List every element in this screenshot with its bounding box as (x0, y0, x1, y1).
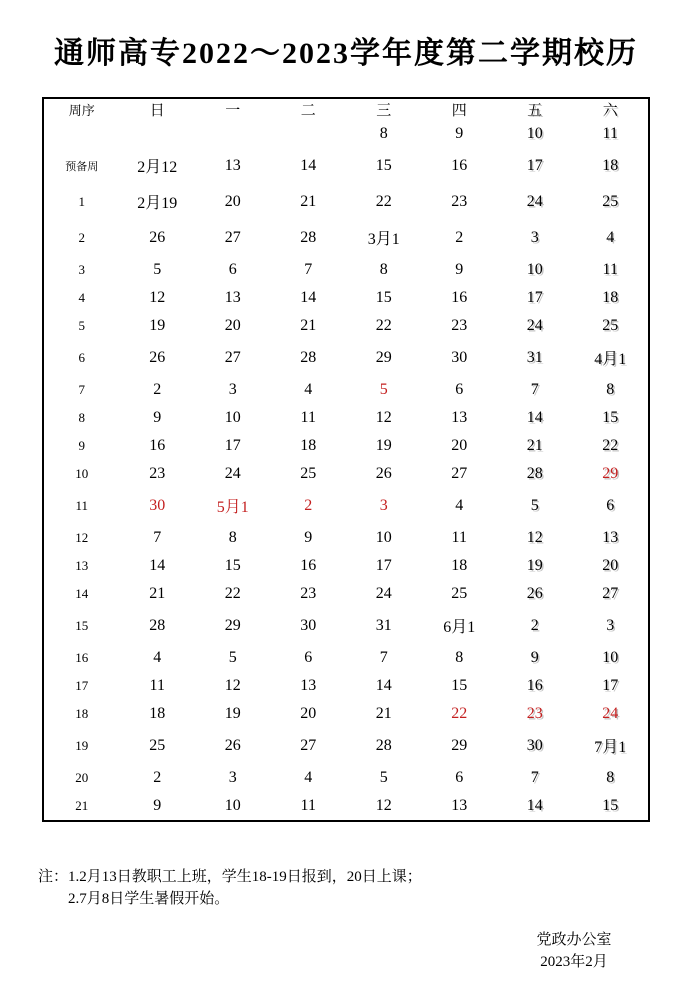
column-header: 三 (376, 103, 392, 119)
day-cell: 19 (149, 316, 166, 334)
day-cell: 27 (224, 348, 241, 366)
day-cell: 11 (602, 125, 618, 143)
calendar-row (44, 580, 648, 608)
day-cell: 25 (149, 736, 166, 754)
day-cell: 27 (300, 736, 317, 754)
week-number-cell: 12 (75, 529, 89, 545)
day-cell: 20 (602, 556, 619, 574)
calendar-row (44, 404, 648, 432)
day-cell: 22 (602, 436, 619, 454)
day-cell: 15 (375, 288, 392, 306)
day-cell: 19 (224, 704, 241, 722)
day-cell: 22 (375, 316, 392, 334)
day-cell: 13 (224, 156, 241, 174)
day-cell: 26 (526, 584, 543, 602)
day-cell: 11 (602, 260, 618, 278)
day-cell: 7月1 (594, 739, 627, 757)
page-title: 通师高专2022～2023学年度第二学期校历 (54, 37, 638, 70)
day-cell: 3 (228, 768, 237, 786)
week-number-cell: 预备周 (65, 160, 99, 173)
day-cell: 29 (602, 464, 619, 482)
day-cell (195, 120, 271, 148)
day-cell: 4 (304, 380, 313, 398)
week-number-cell: 6 (78, 349, 85, 365)
day-cell: 6 (455, 768, 464, 786)
day-cell: 6 (455, 380, 464, 398)
day-cell: 16 (526, 676, 543, 694)
day-cell: 21 (149, 584, 166, 602)
day-cell: 25 (451, 584, 468, 602)
week-number-cell: 2 (78, 229, 85, 245)
day-cell: 9 (455, 125, 464, 143)
day-cell: 29 (375, 348, 392, 366)
day-cell: 18 (602, 156, 619, 174)
day-cell: 9 (153, 796, 162, 814)
calendar-row (44, 312, 648, 340)
calendar-row (44, 672, 648, 700)
day-cell: 22 (375, 192, 392, 210)
day-cell: 17 (375, 556, 392, 574)
day-cell: 17 (602, 676, 619, 694)
day-cell: 13 (224, 288, 241, 306)
day-cell: 20 (451, 436, 468, 454)
day-cell: 3 (379, 496, 388, 514)
day-cell: 11 (300, 408, 316, 426)
calendar-row (44, 256, 648, 284)
week-number-cell: 7 (78, 381, 85, 397)
day-cell: 28 (375, 736, 392, 754)
day-cell: 10 (526, 125, 543, 143)
day-cell: 3 (606, 616, 615, 634)
day-cell: 13 (602, 528, 619, 546)
day-cell: 15 (451, 676, 468, 694)
day-cell: 18 (602, 288, 619, 306)
day-cell: 28 (149, 616, 166, 634)
day-cell: 21 (526, 436, 543, 454)
day-cell: 24 (526, 192, 543, 210)
calendar-table (44, 99, 648, 820)
column-header: 六 (602, 103, 618, 119)
calendar-row (44, 608, 648, 644)
day-cell: 12 (375, 796, 392, 814)
day-cell: 17 (224, 436, 241, 454)
day-cell: 12 (224, 676, 241, 694)
calendar-row (44, 432, 648, 460)
column-header: 一 (225, 103, 241, 119)
day-cell: 29 (224, 616, 241, 634)
column-header: 日 (149, 103, 165, 119)
day-cell: 4 (153, 648, 162, 666)
day-cell: 20 (300, 704, 317, 722)
calendar-row (44, 284, 648, 312)
week-number-cell: 10 (75, 465, 89, 481)
day-cell: 21 (300, 192, 317, 210)
day-cell: 4 (304, 768, 313, 786)
day-cell: 17 (526, 156, 543, 174)
day-cell: 30 (451, 348, 468, 366)
calendar-row (44, 552, 648, 580)
day-cell: 20 (224, 316, 241, 334)
day-cell: 8 (455, 648, 464, 666)
day-cell: 11 (451, 528, 467, 546)
day-cell: 19 (375, 436, 392, 454)
calendar-header-row (44, 99, 648, 120)
day-cell (271, 120, 347, 148)
day-cell: 25 (602, 192, 619, 210)
day-cell: 22 (451, 704, 468, 722)
day-cell: 13 (451, 408, 468, 426)
week-number-cell: 1 (78, 193, 85, 209)
week-number-cell: 16 (75, 649, 89, 665)
notes-block (38, 866, 422, 910)
day-cell: 7 (153, 528, 162, 546)
day-cell: 26 (149, 228, 166, 246)
week-number-cell: 14 (75, 585, 89, 601)
calendar-row (44, 376, 648, 404)
day-cell: 2 (455, 228, 464, 246)
day-cell: 14 (526, 408, 543, 426)
day-cell: 15 (224, 556, 241, 574)
footer-block (494, 929, 654, 973)
column-header: 周序 (68, 103, 95, 118)
day-cell: 9 (455, 260, 464, 278)
day-cell: 16 (300, 556, 317, 574)
day-cell: 5 (379, 768, 388, 786)
day-cell: 2 (153, 768, 162, 786)
calendar-row (44, 524, 648, 552)
week-number-cell: 8 (78, 409, 85, 425)
day-cell: 8 (228, 528, 237, 546)
column-header: 二 (300, 103, 316, 119)
day-cell: 28 (526, 464, 543, 482)
day-cell: 11 (300, 796, 316, 814)
week-number-cell: 13 (75, 557, 89, 573)
day-cell: 23 (149, 464, 166, 482)
day-cell: 6 (606, 496, 615, 514)
day-cell: 7 (530, 768, 539, 786)
day-cell: 12 (149, 288, 166, 306)
week-number-cell: 4 (78, 289, 85, 305)
day-cell: 25 (602, 316, 619, 334)
calendar-row (44, 460, 648, 488)
calendar-row (44, 728, 648, 764)
week-number-cell: 20 (75, 769, 89, 785)
day-cell: 16 (451, 156, 468, 174)
day-cell: 23 (526, 704, 543, 722)
day-cell: 27 (602, 584, 619, 602)
day-cell: 24 (224, 464, 241, 482)
day-cell: 19 (526, 556, 543, 574)
calendar-row (44, 340, 648, 376)
calendar-row (44, 148, 648, 184)
note-line: 注：1.2月13日教职工上班，学生18-19日报到，20日上课； (38, 869, 422, 885)
day-cell: 21 (300, 316, 317, 334)
calendar-row (44, 220, 648, 256)
week-number-cell: 9 (78, 437, 85, 453)
day-cell: 31 (526, 348, 543, 366)
calendar-row (44, 184, 648, 220)
day-cell: 18 (300, 436, 317, 454)
column-header: 四 (451, 103, 467, 119)
day-cell: 15 (602, 796, 619, 814)
day-cell: 2月19 (137, 195, 178, 213)
week-number-cell: 3 (78, 261, 85, 277)
day-cell: 23 (300, 584, 317, 602)
calendar-row (44, 120, 648, 148)
day-cell: 26 (149, 348, 166, 366)
day-cell: 9 (530, 648, 539, 666)
day-cell: 8 (379, 125, 388, 143)
day-cell: 27 (451, 464, 468, 482)
day-cell: 26 (224, 736, 241, 754)
calendar-row (44, 700, 648, 728)
day-cell: 5 (530, 496, 539, 514)
day-cell: 6 (228, 260, 237, 278)
day-cell: 10 (375, 528, 392, 546)
day-cell: 11 (149, 676, 165, 694)
calendar-row (44, 764, 648, 792)
week-number-cell: 11 (75, 497, 89, 513)
day-cell: 8 (606, 768, 615, 786)
day-cell: 24 (602, 704, 619, 722)
day-cell: 29 (451, 736, 468, 754)
day-cell: 5 (379, 380, 388, 398)
day-cell: 21 (375, 704, 392, 722)
day-cell: 4月1 (594, 351, 627, 369)
day-cell: 13 (451, 796, 468, 814)
day-cell: 7 (304, 260, 313, 278)
day-cell: 5 (228, 648, 237, 666)
calendar-row (44, 792, 648, 820)
day-cell: 16 (149, 436, 166, 454)
calendar-table-frame (42, 97, 650, 822)
day-cell: 23 (451, 192, 468, 210)
day-cell: 14 (375, 676, 392, 694)
day-cell: 14 (300, 288, 317, 306)
week-number-cell (44, 120, 120, 148)
day-cell: 24 (526, 316, 543, 334)
day-cell: 7 (379, 648, 388, 666)
day-cell: 4 (455, 496, 464, 514)
day-cell: 10 (526, 260, 543, 278)
calendar-row (44, 644, 648, 672)
day-cell: 15 (375, 156, 392, 174)
day-cell: 6 (304, 648, 313, 666)
column-header: 五 (527, 103, 543, 119)
day-cell: 14 (526, 796, 543, 814)
day-cell: 6月1 (443, 619, 476, 637)
day-cell: 23 (451, 316, 468, 334)
day-cell: 14 (300, 156, 317, 174)
day-cell: 2 (304, 496, 313, 514)
week-number-cell: 18 (75, 705, 89, 721)
day-cell: 31 (375, 616, 392, 634)
day-cell: 2 (153, 380, 162, 398)
day-cell: 26 (375, 464, 392, 482)
day-cell: 30 (300, 616, 317, 634)
day-cell: 18 (149, 704, 166, 722)
footer-date: 2023年2月 (540, 954, 608, 970)
day-cell: 3 (530, 228, 539, 246)
day-cell: 9 (153, 408, 162, 426)
day-cell: 2月12 (137, 159, 178, 177)
day-cell: 10 (224, 796, 241, 814)
calendar-row (44, 488, 648, 524)
week-number-cell: 21 (75, 797, 89, 813)
day-cell: 12 (375, 408, 392, 426)
week-number-cell: 15 (75, 617, 89, 633)
week-number-cell: 17 (75, 677, 89, 693)
day-cell: 28 (300, 348, 317, 366)
day-cell: 28 (300, 228, 317, 246)
day-cell: 3 (228, 380, 237, 398)
footer-office: 党政办公室 (536, 932, 612, 948)
day-cell (120, 120, 196, 148)
day-cell: 25 (300, 464, 317, 482)
week-number-cell: 5 (78, 317, 85, 333)
day-cell: 10 (602, 648, 619, 666)
day-cell: 8 (606, 380, 615, 398)
day-cell: 5月1 (216, 499, 249, 517)
day-cell: 20 (224, 192, 241, 210)
day-cell: 7 (530, 380, 539, 398)
day-cell: 5 (153, 260, 162, 278)
calendar-body (44, 120, 648, 820)
day-cell: 2 (530, 616, 539, 634)
day-cell: 18 (451, 556, 468, 574)
day-cell: 10 (224, 408, 241, 426)
day-cell: 8 (379, 260, 388, 278)
day-cell: 13 (300, 676, 317, 694)
day-cell: 4 (606, 228, 615, 246)
week-number-cell: 19 (75, 737, 89, 753)
day-cell: 22 (224, 584, 241, 602)
day-cell: 24 (375, 584, 392, 602)
day-cell: 9 (304, 528, 313, 546)
day-cell: 3月1 (367, 231, 400, 249)
note-line: 2.7月8日学生暑假开始。 (68, 891, 230, 907)
day-cell: 17 (526, 288, 543, 306)
day-cell: 30 (526, 736, 543, 754)
day-cell: 12 (526, 528, 543, 546)
day-cell: 15 (602, 408, 619, 426)
day-cell: 14 (149, 556, 166, 574)
day-cell: 30 (149, 496, 166, 514)
day-cell: 16 (451, 288, 468, 306)
day-cell: 27 (224, 228, 241, 246)
